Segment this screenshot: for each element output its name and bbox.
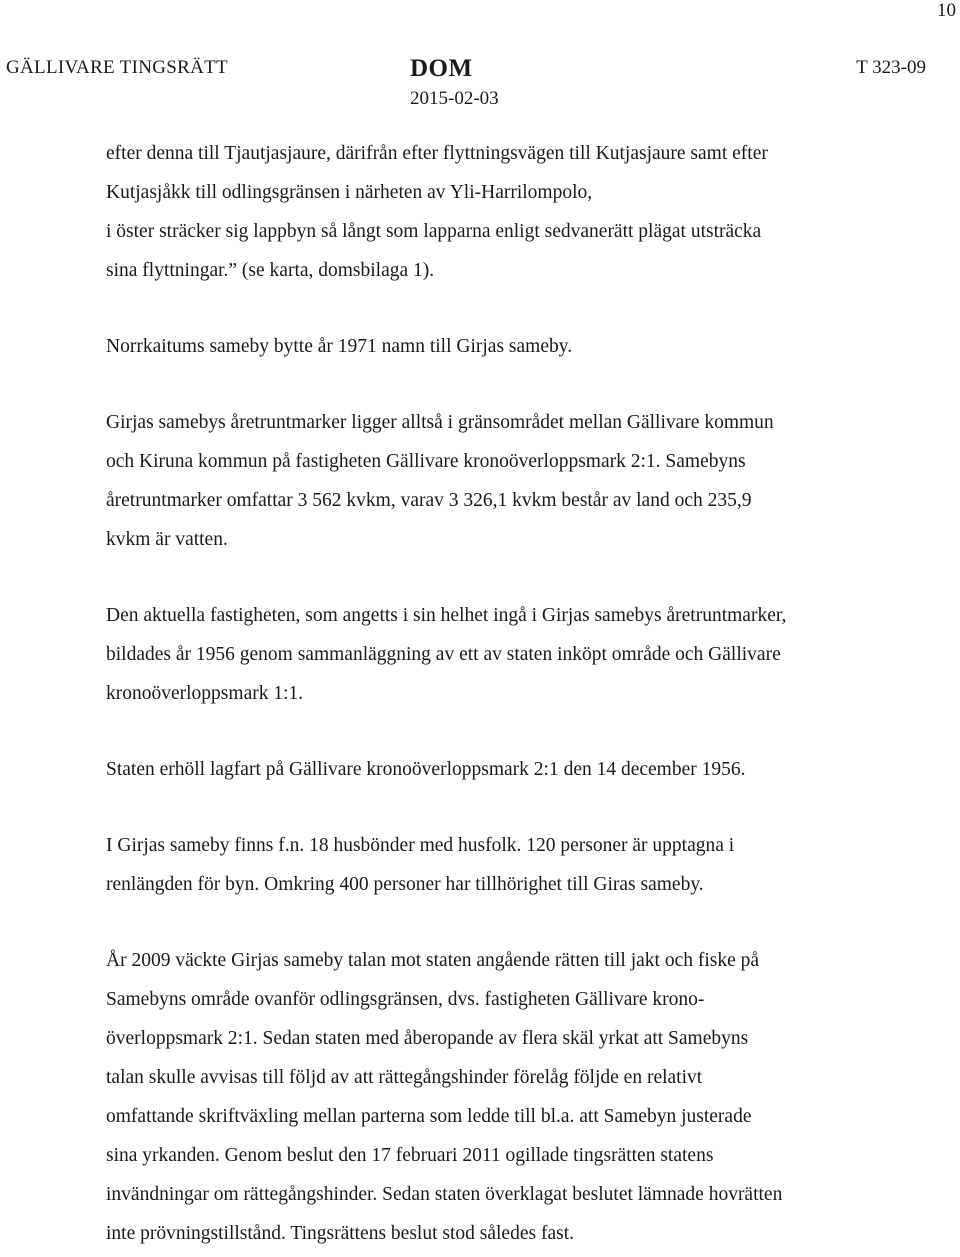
court-name: GÄLLIVARE TINGSRÄTT [6, 57, 228, 78]
text-line: sina yrkanden. Genom beslut den 17 februari 2011 ogillade tingsrätten statens [106, 1145, 714, 1166]
document-type: DOM [410, 55, 473, 82]
text-line: invändningar om rättegångshinder. Sedan staten överklagat beslutet lämnade hovrätten [106, 1184, 783, 1205]
paragraph [106, 596, 906, 713]
paragraph [106, 750, 906, 789]
text-line: åretruntmarker omfattar 3 562 kvkm, varav 3 326,1 kvkm består av land och 235,9 [106, 490, 752, 511]
text-line: sina flyttningar.” (se karta, domsbilaga 1). [106, 260, 435, 281]
text-line: renlängden för byn. Omkring 400 personer har tillhörighet till Giras sameby. [106, 874, 704, 895]
text-line: Staten erhöll lagfart på Gällivare kronoöverloppsmark 2:1 den 14 december 1956. [106, 759, 746, 780]
text-line: I Girjas sameby finns f.n. 18 husbönder med husfolk. 120 personer är upptagna i [106, 835, 735, 856]
paragraph [106, 826, 906, 904]
text-line: överloppsmark 2:1. Sedan staten med åberopande av flera skäl yrkat att Samebyns [106, 1028, 749, 1049]
case-number: T 323-09 [856, 57, 926, 78]
paragraph [106, 327, 906, 366]
text-line: bildades år 1956 genom sammanläggning av ett av staten inköpt område och Gällivare [106, 644, 781, 665]
text-line: kronoöverloppsmark 1:1. [106, 683, 304, 704]
text-line: och Kiruna kommun på fastigheten Gällivare kronoöverloppsmark 2:1. Samebyns [106, 451, 746, 472]
text-line: År 2009 väckte Girjas sameby talan mot staten angående rätten till jakt och fiske på [106, 950, 760, 971]
page-number: 10 [937, 0, 956, 21]
paragraph-spacer [106, 290, 906, 327]
text-line: talan skulle avvisas till följd av att rättegångshinder förelåg följde en relativt [106, 1067, 703, 1088]
text-line: i öster sträcker sig lappbyn så långt som lapparna enligt sedvanerätt plägat utsträcka [106, 221, 762, 242]
paragraph-spacer [106, 366, 906, 403]
document-header [6, 55, 926, 115]
paragraph-spacer [106, 904, 906, 941]
paragraph [106, 134, 906, 290]
text-line: Norrkaitums sameby bytte år 1971 namn till Girjas sameby. [106, 336, 573, 357]
text-line: inte prövningstillstånd. Tingsrättens beslut stod således fast. [106, 1223, 574, 1244]
document-body [106, 134, 906, 1253]
paragraph-spacer [106, 713, 906, 750]
text-line: omfattande skriftväxling mellan parterna som ledde till bl.a. att Samebyn justerade [106, 1106, 752, 1127]
text-line: Den aktuella fastigheten, som angetts i sin helhet ingå i Girjas samebys åretruntmarker, [106, 605, 787, 626]
text-line: Samebyns område ovanför odlingsgränsen, dvs. fastigheten Gällivare krono- [106, 989, 705, 1010]
text-line: kvkm är vatten. [106, 529, 228, 550]
paragraph [106, 403, 906, 559]
text-line: Girjas samebys åretruntmarker ligger alltså i gränsområdet mellan Gällivare kommun [106, 412, 774, 433]
text-line: Kutjasjåkk till odlingsgränsen i närheten av Yli-Harrilompolo, [106, 182, 593, 203]
paragraph-spacer [106, 559, 906, 596]
paragraph [106, 941, 906, 1253]
document-date: 2015-02-03 [410, 88, 499, 109]
text-line: efter denna till Tjautjasjaure, därifrån efter flyttningsvägen till Kutjasjaure samt efter [106, 143, 768, 164]
paragraph-spacer [106, 789, 906, 826]
